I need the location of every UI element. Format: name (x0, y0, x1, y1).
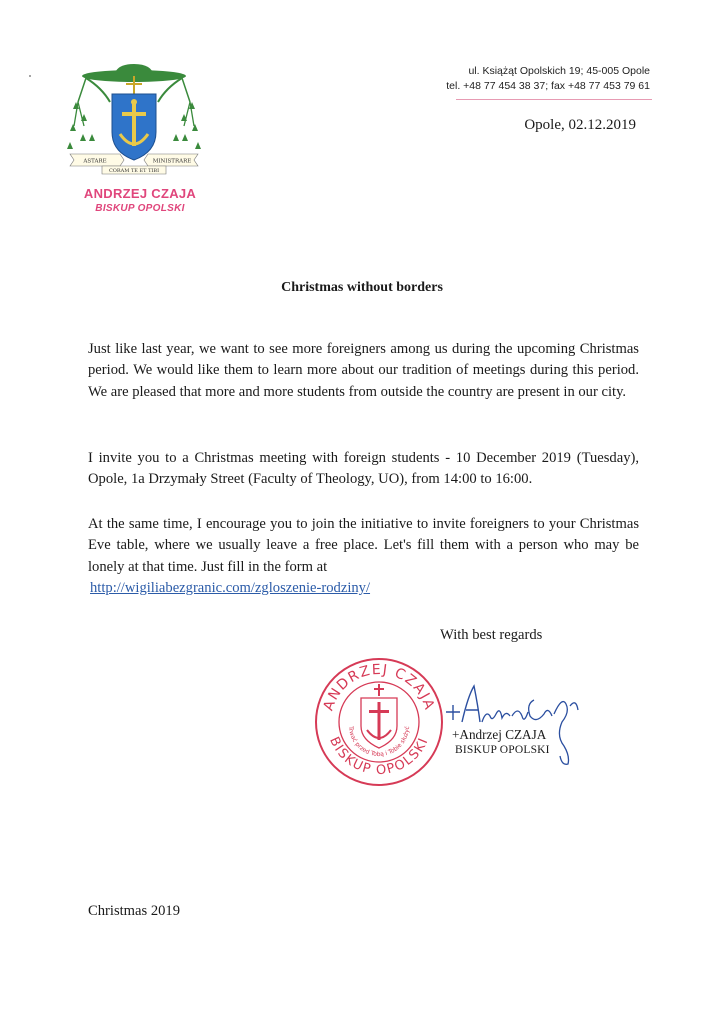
paragraph-1: Just like last year, we want to see more foreigners among us during the upcoming Christmas period. We would like them to learn more about our tradition of meetings during this period. We are pleased that more and more students from outside the country are present in our city. (88, 341, 639, 400)
signature-name: +Andrzej CZAJA (452, 727, 547, 742)
letterhead-bishop-name: ANDRZEJ CZAJA (83, 186, 197, 201)
scan-speck (29, 75, 31, 77)
seal-stamp-icon (313, 656, 445, 788)
crest-banner-right: MINISTRARE (152, 158, 192, 165)
letter-title: Christmas without borders (281, 280, 443, 295)
closing-regards: With best regards (440, 627, 543, 643)
letterhead-address: ul. Książąt Opolskich 19; 45-005 Opole (468, 65, 650, 77)
stamp-inner-text: Trwać przed Tobą i Tobie służyć (346, 725, 412, 759)
letterhead-divider (456, 99, 652, 100)
paragraph-2: I invite you to a Christmas meeting with foreign students - 10 December 2019 (Tuesday), Opole, 1a Drzymały Street (Faculty of Theology, UO), from 14:00 to 16:00. (88, 450, 639, 488)
letter-date: Opole, 02.12.2019 (524, 117, 636, 133)
letterhead-bishop-title: BISKUP OPOLSKI (95, 203, 185, 214)
footer-text: Christmas 2019 (88, 903, 181, 919)
crest-banner-left: ASTARE (83, 158, 107, 165)
crest-banner-center: CORAM TE ET TIBI (108, 168, 160, 174)
coat-of-arms-icon (62, 62, 207, 180)
signature-title: BISKUP OPOLSKI (455, 744, 550, 756)
stamp-top-text: ANDRZEJ CZAJA (320, 661, 438, 713)
stamp-bottom-text: BISKUP OPOLSKI (326, 734, 432, 779)
letterhead-contact: tel. +48 77 454 38 37; fax +48 77 453 79 61 (446, 80, 650, 92)
registration-link[interactable]: http://wigiliabezgranic.com/zgloszenie-rodziny/ (90, 580, 371, 596)
paragraph-3: At the same time, I encourage you to join the initiative to invite foreigners to your Christmas Eve table, where we usually leave a free place. Let's fill them with a person who may be lonely at that time. Just fill in the form at (88, 516, 639, 575)
